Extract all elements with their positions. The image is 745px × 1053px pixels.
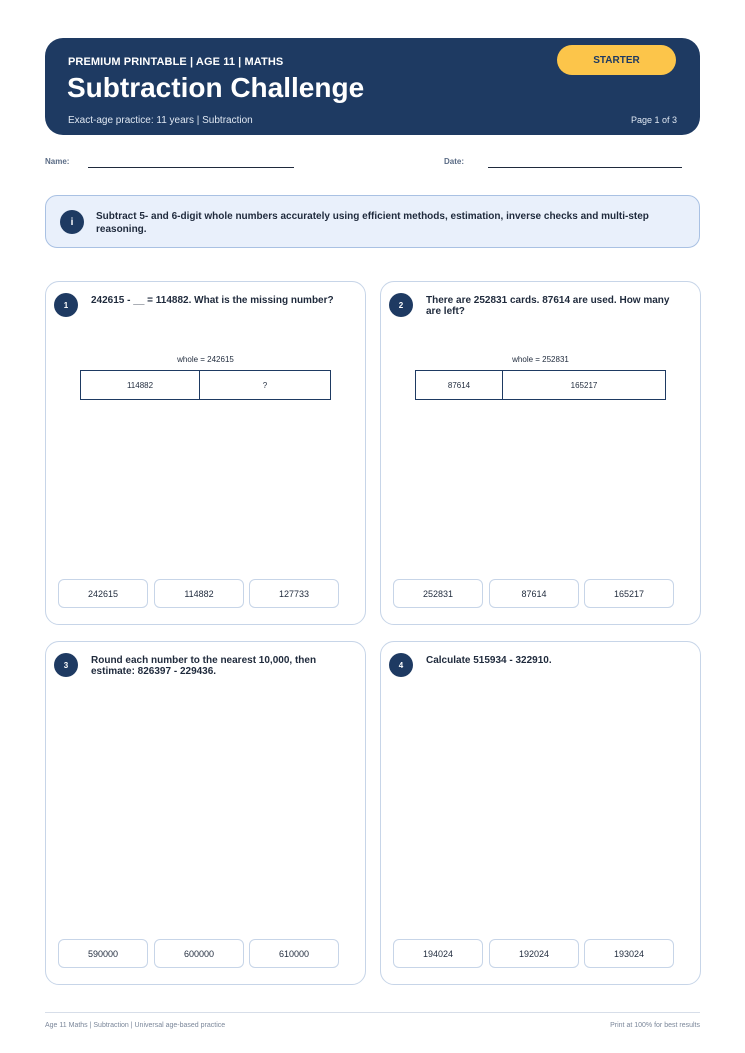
bar-part: ? (199, 371, 330, 399)
question-number: 2 (389, 293, 413, 317)
bar-model-whole: whole = 242615 (177, 355, 234, 364)
question-card-2 (380, 281, 701, 625)
question-text: Calculate 515934 - 322910. (426, 655, 552, 666)
answer-option[interactable]: 194024 (393, 939, 483, 968)
answer-option[interactable]: 600000 (154, 939, 244, 968)
name-label: Name: (45, 157, 70, 166)
footer-divider (45, 1012, 700, 1013)
footer-left: Age 11 Maths | Subtraction | Universal age-based practice (45, 1022, 226, 1029)
instructions-banner (45, 195, 700, 248)
bar-model (415, 370, 666, 400)
question-text: Round each number to the nearest 10,000, then estimate: 826397 - 229436. (91, 655, 317, 677)
answer-option[interactable]: 192024 (489, 939, 579, 968)
bar-model (80, 370, 331, 400)
header-subtitle: Exact-age practice: 11 years | Subtraction (68, 115, 253, 126)
answer-option[interactable]: 193024 (584, 939, 674, 968)
page-indicator: Page 1 of 3 (630, 115, 677, 125)
answer-option[interactable]: 87614 (489, 579, 579, 608)
question-number: 1 (54, 293, 78, 317)
instructions-text: Subtract 5- and 6-digit whole numbers accurately using efficient methods, estimation, inverse checks and multi-step reasoning. (96, 211, 649, 235)
worksheet-header (45, 38, 700, 135)
question-number: 4 (389, 653, 413, 677)
info-icon: i (60, 210, 84, 234)
question-number: 3 (54, 653, 78, 677)
answer-option[interactable]: 127733 (249, 579, 339, 608)
answer-option[interactable]: 165217 (584, 579, 674, 608)
answer-option[interactable]: 252831 (393, 579, 483, 608)
question-text: There are 252831 cards. 87614 are used. How many are left? (426, 295, 670, 317)
bar-part: 114882 (126, 380, 154, 390)
question-card-4 (380, 641, 701, 985)
footer-right: Print at 100% for best results (610, 1022, 700, 1029)
question-card-1 (45, 281, 366, 625)
page-title: Subtraction Challenge (67, 72, 365, 103)
date-field[interactable] (488, 167, 682, 168)
bar-model-whole: whole = 252831 (512, 355, 569, 364)
date-label: Date: (444, 157, 465, 166)
bar-part: 165217 (502, 371, 665, 399)
name-field[interactable] (88, 167, 294, 168)
name-date-row (45, 150, 700, 170)
question-card-3 (45, 641, 366, 985)
header-kicker: PREMIUM PRINTABLE | AGE 11 | MATHS (68, 56, 284, 68)
answer-option[interactable]: 610000 (249, 939, 339, 968)
bar-part: 87614 (447, 380, 471, 390)
question-text: 242615 - __ = 114882. What is the missing number? (91, 295, 334, 306)
level-badge: STARTER (557, 45, 676, 75)
answer-option[interactable]: 590000 (58, 939, 148, 968)
answer-option[interactable]: 114882 (154, 579, 244, 608)
answer-option[interactable]: 242615 (58, 579, 148, 608)
